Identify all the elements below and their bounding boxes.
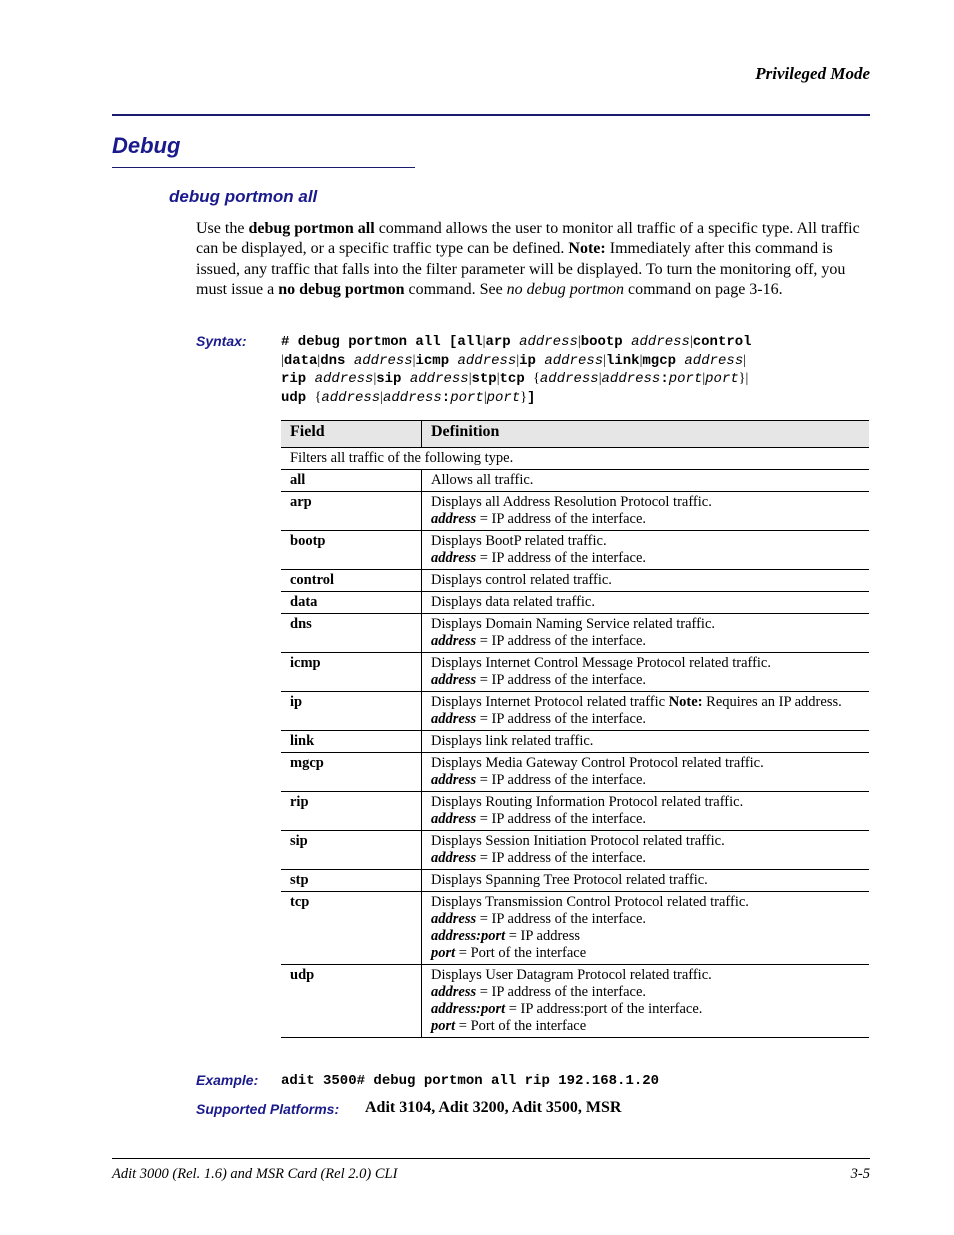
definition-line <box>431 633 861 650</box>
intro-text: command allows the user to monitor all traffic of a specific type. All traffic can be displayed, or a specific traffic type can be defined. <box>196 220 860 258</box>
field-name-cell: ip <box>281 692 422 731</box>
platforms-label: Supported Platforms: <box>196 1101 340 1117</box>
definition-cell <box>422 892 870 965</box>
syntax-keyword: ip <box>519 352 536 369</box>
param-address-label: address <box>431 550 477 566</box>
intro-text: command on page 3-16. <box>624 280 783 298</box>
definition-cell <box>422 692 870 731</box>
definition-line <box>431 772 861 789</box>
definition-cell <box>422 753 870 792</box>
definition-line <box>431 733 861 750</box>
syntax-param: address <box>409 371 469 388</box>
section-title: Debug <box>112 133 181 158</box>
definition-text: Displays data related traffic. <box>431 594 595 610</box>
definition-text: Displays Domain Naming Service related traffic. <box>431 616 716 632</box>
param-address-label: address <box>431 811 477 827</box>
syntax-keyword: rip <box>281 371 307 388</box>
syntax-sep: | <box>516 352 520 368</box>
definition-line <box>431 850 861 867</box>
param-address-label: address <box>431 711 477 727</box>
definition-line <box>431 811 861 828</box>
syntax-keyword: arp <box>485 334 511 350</box>
definition-line <box>431 511 861 528</box>
subsection-title: debug portmon all <box>169 187 318 206</box>
definition-line <box>431 1018 861 1035</box>
table-row <box>281 870 869 892</box>
definition-line <box>431 694 861 711</box>
table-row <box>281 614 869 653</box>
definition-line <box>431 984 861 1001</box>
example-label: Example: <box>196 1072 259 1088</box>
syntax-sep: | <box>380 389 383 405</box>
table-row <box>281 892 869 965</box>
field-name-cell: all <box>281 470 422 492</box>
syntax-sep: { <box>314 389 322 405</box>
field-name-cell: rip <box>281 792 422 831</box>
definition-line <box>431 616 861 633</box>
definition-line <box>431 533 861 550</box>
param-address-desc: = IP address of the interface. <box>476 711 647 727</box>
syntax-sep: : <box>660 371 669 388</box>
param-port-label: port <box>431 1018 456 1034</box>
fields-table-body <box>281 448 869 1038</box>
definition-text: Displays Internet Protocol related traffic <box>431 694 669 710</box>
definition-line <box>431 494 861 511</box>
table-row <box>281 731 869 753</box>
definition-line <box>431 594 861 611</box>
definition-line <box>431 945 861 962</box>
syntax-keyword: icmp <box>415 352 450 369</box>
syntax-sep: | <box>482 334 486 349</box>
param-address-label: address <box>431 672 477 688</box>
syntax-block <box>281 333 861 407</box>
syntax-param: address <box>519 334 578 350</box>
param-address-label: address <box>431 984 477 1000</box>
table-intro-row <box>281 448 869 470</box>
syntax-param: address <box>631 334 690 350</box>
syntax-sep: } <box>520 389 527 405</box>
definition-cell <box>422 870 870 892</box>
syntax-sep: | <box>745 371 749 387</box>
syntax-sep: } <box>738 371 746 387</box>
definition-cell <box>422 592 870 614</box>
param-port-desc: = Port of the interface <box>455 1018 587 1034</box>
field-name-cell: sip <box>281 831 422 870</box>
syntax-sep: | <box>598 371 602 387</box>
param-address-label: address <box>431 911 477 927</box>
syntax-keyword: mgcp <box>642 352 676 369</box>
field-name-cell: control <box>281 570 422 592</box>
example-command: adit 3500# debug portmon all rip 192.168.1.20 <box>281 1073 660 1089</box>
field-name-cell: icmp <box>281 653 422 692</box>
syntax-sep: | <box>577 334 581 349</box>
definition-cell <box>422 570 870 592</box>
syntax-sep: | <box>468 371 472 387</box>
syntax-sep: | <box>496 371 500 387</box>
syntax-line-1 <box>281 333 861 352</box>
definition-line <box>431 794 861 811</box>
param-address-desc: = IP address of the interface. <box>476 633 647 649</box>
intro-crossref: no debug portmon <box>506 280 624 298</box>
definition-line <box>431 911 861 928</box>
definition-cell <box>422 614 870 653</box>
syntax-sep: : <box>441 389 451 406</box>
syntax-param: port <box>486 389 521 406</box>
table-row <box>281 692 869 731</box>
intro-paragraph <box>196 219 871 300</box>
syntax-sep: | <box>639 352 643 368</box>
syntax-sep: | <box>483 389 487 405</box>
table-row <box>281 531 869 570</box>
intro-note-label: Note: <box>568 240 606 258</box>
syntax-param: address <box>382 389 442 406</box>
definition-cell <box>422 531 870 570</box>
syntax-sep: ] <box>526 389 536 406</box>
syntax-keyword: data <box>283 352 318 369</box>
definition-line <box>431 655 861 672</box>
param-addressport-label: address:port <box>431 1001 506 1017</box>
syntax-param: address <box>321 389 381 406</box>
running-header: Privileged Mode <box>755 64 870 83</box>
field-name-cell: udp <box>281 965 422 1038</box>
definition-line <box>431 928 861 945</box>
syntax-param: address <box>353 352 413 369</box>
field-name-cell: arp <box>281 492 422 531</box>
param-address-desc: = IP address of the interface. <box>476 984 647 1000</box>
definition-line <box>431 872 861 889</box>
syntax-param: address <box>539 371 599 388</box>
syntax-keyword: dns <box>320 352 346 369</box>
syntax-label: Syntax: <box>196 333 247 349</box>
syntax-sep: | <box>603 352 606 368</box>
definition-cell <box>422 470 870 492</box>
param-address-desc: = IP address of the interface. <box>476 811 647 827</box>
syntax-sep: | <box>373 371 377 387</box>
param-addressport-desc: = IP address:port of the interface. <box>505 1001 703 1017</box>
syntax-keyword: # debug portmon all [all <box>281 334 483 350</box>
definition-text: Displays User Datagram Protocol related traffic. <box>431 967 712 983</box>
syntax-keyword: stp <box>471 371 497 388</box>
syntax-sep: | <box>281 352 284 368</box>
syntax-param: address <box>684 352 744 369</box>
syntax-sep: | <box>689 334 693 349</box>
param-address-desc: = IP address of the interface. <box>476 672 647 688</box>
platforms-list: Adit 3104, Adit 3200, Adit 3500, MSR <box>365 1099 622 1116</box>
syntax-sep: | <box>743 352 747 368</box>
definition-line <box>431 711 861 728</box>
field-name-cell: bootp <box>281 531 422 570</box>
param-port-desc: = Port of the interface <box>455 945 587 961</box>
intro-text: command. See <box>404 280 507 298</box>
param-address-label: address <box>431 633 477 649</box>
definition-text: Displays Transmission Control Protocol related traffic. <box>431 894 749 910</box>
definition-line <box>431 550 861 567</box>
syntax-param: address <box>544 352 604 369</box>
fields-table <box>281 420 869 1038</box>
param-address-label: address <box>431 772 477 788</box>
definition-cell <box>422 731 870 753</box>
param-address-desc: = IP address of the interface. <box>476 911 647 927</box>
definition-text: Displays Internet Control Message Protocol related traffic. <box>431 655 771 671</box>
table-row <box>281 592 869 614</box>
syntax-param: port <box>668 371 703 388</box>
definition-text: Displays control related traffic. <box>431 572 612 588</box>
syntax-keyword: udp <box>281 389 307 406</box>
definition-line <box>431 572 861 589</box>
definition-line <box>431 833 861 850</box>
syntax-keyword: control <box>692 334 752 350</box>
syntax-line-4 <box>281 389 861 408</box>
intro-command: debug portmon all <box>248 220 375 237</box>
param-address-desc: = IP address of the interface. <box>476 511 647 527</box>
footer-document-title: Adit 3000 (Rel. 1.6) and MSR Card (Rel 2.0) CLI <box>112 1166 398 1182</box>
table-row <box>281 653 869 692</box>
syntax-sep: | <box>412 352 416 368</box>
footer-page-number: 3-5 <box>850 1166 870 1182</box>
syntax-param: address <box>457 352 517 369</box>
definition-text: Displays Media Gateway Control Protocol related traffic. <box>431 755 764 771</box>
definition-note-text: Requires an IP address. <box>702 694 842 710</box>
syntax-keyword: bootp <box>580 334 623 350</box>
table-row <box>281 831 869 870</box>
footer-rule <box>112 1158 870 1159</box>
definition-line <box>431 755 861 772</box>
syntax-line-2 <box>281 352 861 371</box>
param-port-label: port <box>431 945 456 961</box>
table-row <box>281 470 869 492</box>
syntax-sep: { <box>533 371 540 387</box>
param-address-desc: = IP address of the interface. <box>476 772 647 788</box>
intro-text: Immediately after this command is issued, any traffic that falls into the filter parameter will be displayed. To turn the monitoring off, you must issue a <box>196 240 846 298</box>
definition-line <box>431 472 861 489</box>
intro-command: no debug portmon <box>278 280 405 298</box>
table-row <box>281 570 869 592</box>
definition-line <box>431 1001 861 1018</box>
definition-line <box>431 672 861 689</box>
definition-text: Displays all Address Resolution Protocol traffic. <box>431 494 712 510</box>
syntax-param: port <box>450 389 484 406</box>
param-addressport-label: address:port <box>431 928 506 944</box>
field-name-cell: tcp <box>281 892 422 965</box>
field-column-header: Field <box>281 421 422 448</box>
definition-text: Allows all traffic. <box>431 472 534 488</box>
syntax-sep: | <box>702 371 706 387</box>
param-address-desc: = IP address of the interface. <box>476 550 647 566</box>
param-addressport-desc: = IP address <box>505 928 581 944</box>
definition-text: Displays BootP related traffic. <box>431 533 607 549</box>
syntax-sep: | <box>317 352 321 368</box>
syntax-keyword: link <box>605 352 640 369</box>
table-row <box>281 965 869 1038</box>
syntax-keyword: sip <box>376 371 402 388</box>
param-address-label: address <box>431 850 477 866</box>
syntax-line-3 <box>281 370 861 389</box>
field-name-cell: stp <box>281 870 422 892</box>
definition-cell <box>422 831 870 870</box>
definition-cell <box>422 653 870 692</box>
field-name-cell: mgcp <box>281 753 422 792</box>
table-row <box>281 753 869 792</box>
definition-text: Displays Spanning Tree Protocol related traffic. <box>431 872 708 888</box>
table-row <box>281 792 869 831</box>
definition-cell <box>422 492 870 531</box>
field-name-cell: dns <box>281 614 422 653</box>
definition-text: Displays Routing Information Protocol related traffic. <box>431 794 744 810</box>
field-name-cell: link <box>281 731 422 753</box>
definition-note-label: Note: <box>668 694 703 710</box>
syntax-keyword: tcp <box>499 371 525 388</box>
syntax-param: address <box>314 371 374 388</box>
syntax-param: port <box>705 371 739 388</box>
definition-cell <box>422 792 870 831</box>
field-name-cell: data <box>281 592 422 614</box>
definition-line <box>431 894 861 911</box>
header-rule <box>112 114 870 116</box>
param-address-label: address <box>431 511 477 527</box>
syntax-param: address <box>601 371 661 388</box>
table-row <box>281 492 869 531</box>
definition-column-header: Definition <box>422 421 870 448</box>
definition-line <box>431 967 861 984</box>
intro-text: Use the <box>196 220 249 237</box>
table-header-row <box>281 421 869 448</box>
table-intro-cell: Filters all traffic of the following type. <box>290 450 514 466</box>
definition-cell <box>422 965 870 1038</box>
definition-text: Displays Session Initiation Protocol related traffic. <box>431 833 725 849</box>
section-rule <box>112 167 415 168</box>
definition-text: Displays link related traffic. <box>431 733 594 749</box>
param-address-desc: = IP address of the interface. <box>476 850 647 866</box>
